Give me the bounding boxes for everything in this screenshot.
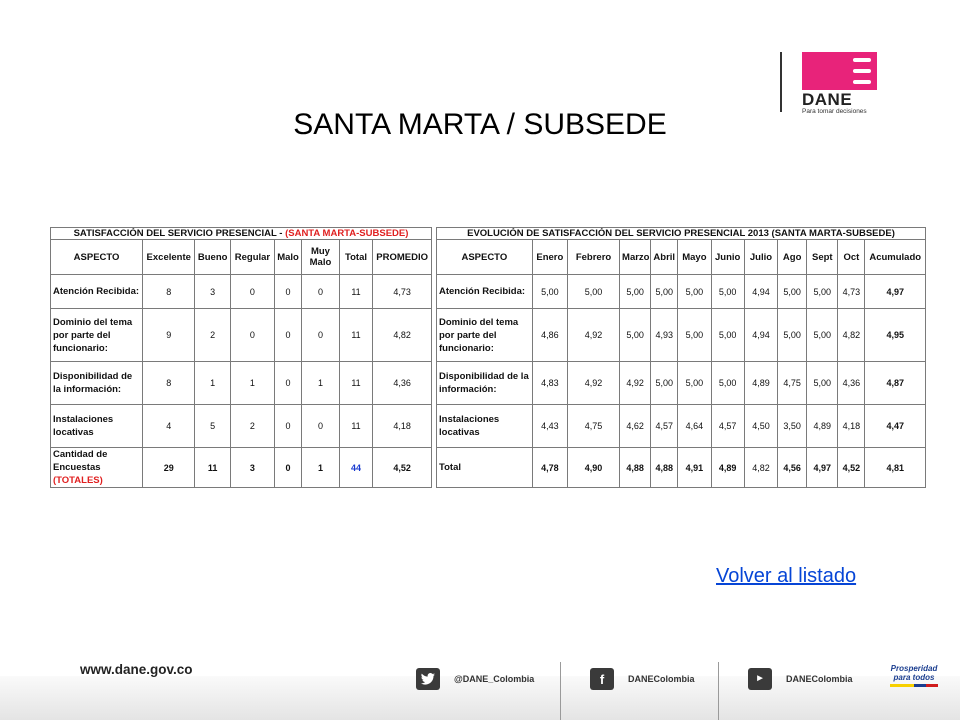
column-header: Bueno xyxy=(195,240,231,275)
youtube-handle[interactable] xyxy=(748,668,853,690)
cell: 4,64 xyxy=(678,405,711,448)
cell: 4,36 xyxy=(838,362,865,405)
cell: 4,89 xyxy=(744,362,777,405)
totals-row xyxy=(437,448,926,488)
youtube-label: DANEColombia xyxy=(786,674,853,684)
row-label: Atención Recibida: xyxy=(437,275,533,309)
cell: 0 xyxy=(274,405,301,448)
row-label: Disponibilidad de la información: xyxy=(437,362,533,405)
cell: 4,97 xyxy=(865,275,926,309)
table-row xyxy=(437,309,926,362)
column-header: Muy Malo xyxy=(302,240,340,275)
logo-divider xyxy=(780,52,782,112)
column-header: Ago xyxy=(778,240,807,275)
cell: 0 xyxy=(302,275,340,309)
totals-label: Total xyxy=(437,448,533,488)
table-row xyxy=(437,405,926,448)
cell: 0 xyxy=(274,448,301,488)
cell: 5,00 xyxy=(651,362,678,405)
cell: 4,82 xyxy=(744,448,777,488)
cell: 5,00 xyxy=(807,362,838,405)
cell: 5,00 xyxy=(711,309,744,362)
cell: 4,87 xyxy=(865,362,926,405)
cell: 4,86 xyxy=(532,309,567,362)
column-header: Regular xyxy=(230,240,274,275)
table2-header-row xyxy=(437,240,926,275)
column-header: Mayo xyxy=(678,240,711,275)
cell: 4,93 xyxy=(651,309,678,362)
table-row xyxy=(437,362,926,405)
dane-logo-mark xyxy=(802,52,877,90)
cell: 11 xyxy=(195,448,231,488)
twitter-label: @DANE_Colombia xyxy=(454,674,535,684)
cell: 5,00 xyxy=(620,275,651,309)
cell: 4,57 xyxy=(711,405,744,448)
cell: 4,89 xyxy=(807,405,838,448)
cell: 1 xyxy=(230,362,274,405)
cell: 4,92 xyxy=(620,362,651,405)
totals-row xyxy=(51,448,432,488)
satisfaction-table xyxy=(50,227,432,488)
cell: 4,62 xyxy=(620,405,651,448)
cell: 1 xyxy=(302,362,340,405)
cell: 4,94 xyxy=(744,309,777,362)
cell: 0 xyxy=(274,275,301,309)
facebook-handle[interactable] xyxy=(590,668,695,690)
cell: 5,00 xyxy=(711,275,744,309)
cell: 4,52 xyxy=(838,448,865,488)
footer-divider xyxy=(560,662,561,720)
table1-header-row xyxy=(51,240,432,275)
cell: 4,88 xyxy=(651,448,678,488)
website-url: www.dane.gov.co xyxy=(80,662,193,677)
cell: 4,94 xyxy=(744,275,777,309)
cell: 4,92 xyxy=(568,309,620,362)
cell: 4,88 xyxy=(620,448,651,488)
cell: 4,95 xyxy=(865,309,926,362)
cell: 5,00 xyxy=(711,362,744,405)
cell: 1 xyxy=(302,448,340,488)
cell: 0 xyxy=(274,362,301,405)
column-header: Marzo xyxy=(620,240,651,275)
table-row xyxy=(437,275,926,309)
footer-divider xyxy=(718,662,719,720)
cell: 5 xyxy=(195,405,231,448)
twitter-handle[interactable] xyxy=(416,668,534,690)
cell: 5,00 xyxy=(807,275,838,309)
cell: 8 xyxy=(143,362,195,405)
cell: 3 xyxy=(195,275,231,309)
row-label: Instalaciones locativas xyxy=(51,405,143,448)
evolution-table xyxy=(436,227,926,488)
cell: 4,73 xyxy=(838,275,865,309)
cell: 11 xyxy=(339,405,372,448)
cell: 4,82 xyxy=(838,309,865,362)
column-header: Oct xyxy=(838,240,865,275)
cell: 0 xyxy=(302,405,340,448)
cell: 29 xyxy=(143,448,195,488)
column-header: Excelente xyxy=(143,240,195,275)
row-label: Instalaciones locativas xyxy=(437,405,533,448)
cell: 4,89 xyxy=(711,448,744,488)
cell: 5,00 xyxy=(678,362,711,405)
cell: 0 xyxy=(302,309,340,362)
column-header: Sept xyxy=(807,240,838,275)
totals-label: Cantidad de Encuestas (TOTALES) xyxy=(51,448,143,488)
cell: 5,00 xyxy=(651,275,678,309)
cell: 5,00 xyxy=(568,275,620,309)
cell: 4,52 xyxy=(373,448,432,488)
cell: 4,73 xyxy=(373,275,432,309)
cell: 4,92 xyxy=(568,362,620,405)
logo-name: DANE xyxy=(802,90,853,109)
column-header: ASPECTO xyxy=(437,240,533,275)
cell: 5,00 xyxy=(620,309,651,362)
cell: 4,97 xyxy=(807,448,838,488)
cell: 11 xyxy=(339,362,372,405)
cell: 4 xyxy=(143,405,195,448)
cell: 5,00 xyxy=(807,309,838,362)
cell: 0 xyxy=(230,309,274,362)
prosperidad-logo xyxy=(890,664,938,690)
cell: 4,90 xyxy=(568,448,620,488)
column-header: ASPECTO xyxy=(51,240,143,275)
youtube-icon: ▶ xyxy=(748,668,772,690)
cell: 4,47 xyxy=(865,405,926,448)
logo-slogan: Para tomar decisiones xyxy=(802,108,867,115)
prosperidad-label: Prosperidad para todos xyxy=(890,664,938,682)
row-label: Dominio del tema por parte del funcionario: xyxy=(51,309,143,362)
facebook-label: DANEColombia xyxy=(628,674,695,684)
colombia-flag-stripe xyxy=(890,684,938,687)
dane-logo xyxy=(802,52,877,114)
cell: 0 xyxy=(274,309,301,362)
column-header: Febrero xyxy=(568,240,620,275)
cell: 3,50 xyxy=(778,405,807,448)
cell: 4,43 xyxy=(532,405,567,448)
cell: 11 xyxy=(339,309,372,362)
table-row xyxy=(51,362,432,405)
twitter-icon xyxy=(416,668,440,690)
cell: 4,81 xyxy=(865,448,926,488)
cell: 1 xyxy=(195,362,231,405)
column-header: Abril xyxy=(651,240,678,275)
column-header: Junio xyxy=(711,240,744,275)
column-header: Enero xyxy=(532,240,567,275)
cell: 4,18 xyxy=(373,405,432,448)
table2-banner: EVOLUCIÓN DE SATISFACCIÓN DEL SERVICIO PRESENCIAL 2013 (SANTA MARTA-SUBSEDE) xyxy=(437,228,926,240)
cell: 11 xyxy=(339,275,372,309)
table-row xyxy=(51,275,432,309)
cell: 4,18 xyxy=(838,405,865,448)
row-label: Disponibilidad de la información: xyxy=(51,362,143,405)
cell: 5,00 xyxy=(778,275,807,309)
back-to-list-link[interactable]: Volver al listado xyxy=(716,565,857,587)
cell: 4,75 xyxy=(568,405,620,448)
cell: 4,82 xyxy=(373,309,432,362)
column-header: Total xyxy=(339,240,372,275)
cell: 4,36 xyxy=(373,362,432,405)
table-row xyxy=(51,405,432,448)
cell: 8 xyxy=(143,275,195,309)
cell: 4,75 xyxy=(778,362,807,405)
cell: 5,00 xyxy=(778,309,807,362)
table-row xyxy=(51,309,432,362)
cell: 4,78 xyxy=(532,448,567,488)
column-header: Acumulado xyxy=(865,240,926,275)
cell: 4,56 xyxy=(778,448,807,488)
cell: 4,57 xyxy=(651,405,678,448)
column-header: Malo xyxy=(274,240,301,275)
cell: 2 xyxy=(195,309,231,362)
cell: 5,00 xyxy=(678,309,711,362)
cell: 4,91 xyxy=(678,448,711,488)
row-label: Dominio del tema por parte del funcionario: xyxy=(437,309,533,362)
cell: 4,50 xyxy=(744,405,777,448)
cell: 3 xyxy=(230,448,274,488)
cell: 4,83 xyxy=(532,362,567,405)
column-header: PROMEDIO xyxy=(373,240,432,275)
cell: 5,00 xyxy=(532,275,567,309)
table1-banner: SATISFACCIÓN DEL SERVICIO PRESENCIAL - (SANTA MARTA-SUBSEDE) xyxy=(51,228,432,240)
page-title: SANTA MARTA / SUBSEDE xyxy=(293,108,667,141)
cell: 2 xyxy=(230,405,274,448)
column-header: Julio xyxy=(744,240,777,275)
cell: 9 xyxy=(143,309,195,362)
total-count-cell: 44 xyxy=(339,448,372,488)
cell: 5,00 xyxy=(678,275,711,309)
facebook-icon: f xyxy=(590,668,614,690)
cell: 0 xyxy=(230,275,274,309)
row-label: Atención Recibida: xyxy=(51,275,143,309)
